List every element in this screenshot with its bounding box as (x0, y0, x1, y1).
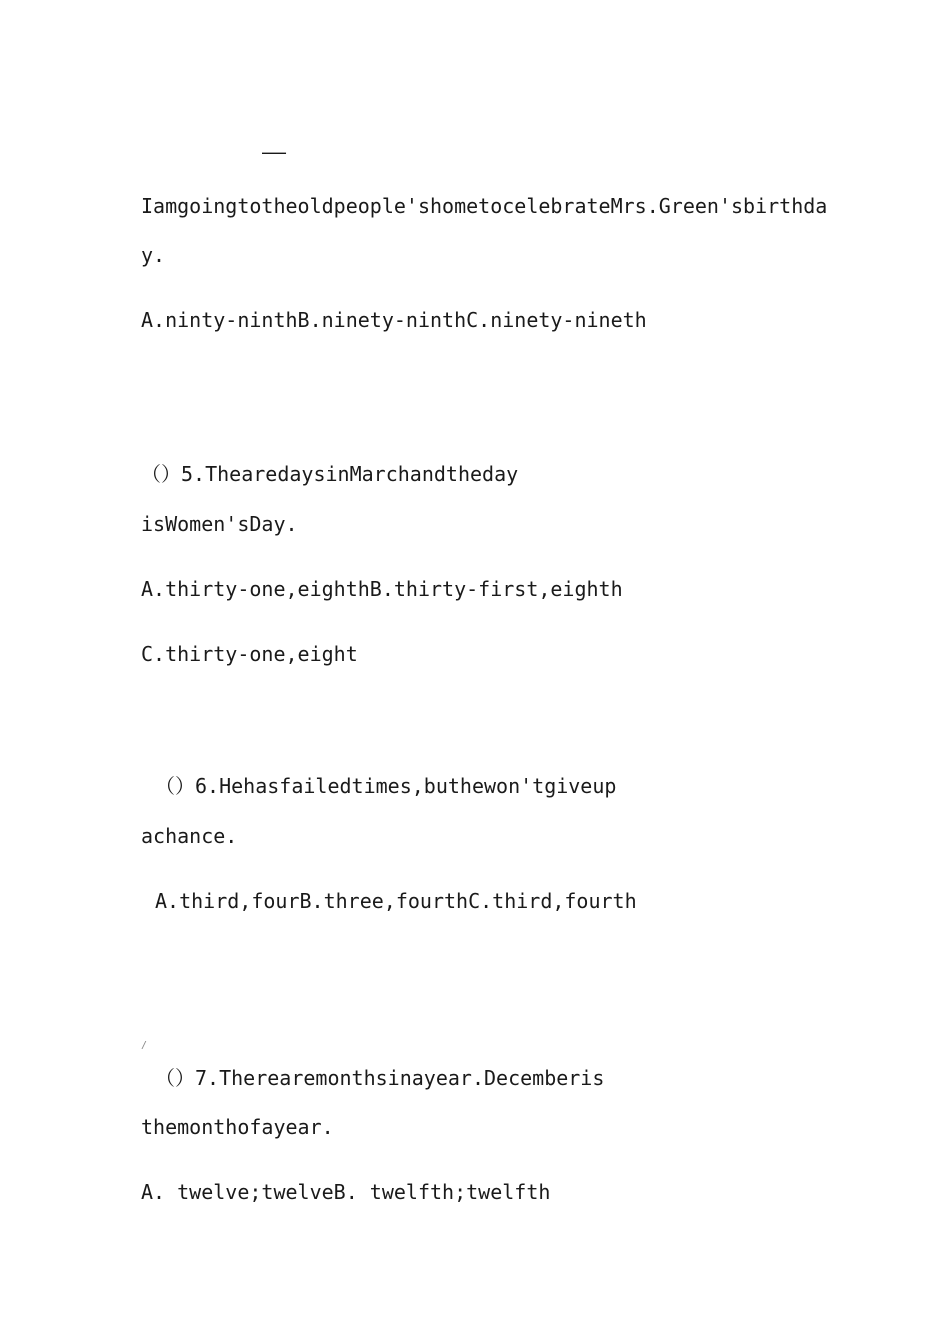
q6-stem-line-2: achance. (141, 824, 238, 848)
q4-text-line-1: Iamgoingtotheoldpeople'shometocelebrateMrs.Green'sbirthda (141, 194, 828, 218)
q4-text-line-2: y. (141, 243, 166, 267)
q7-options: A. twelve;twelveB. twelfth;twelfth (141, 1180, 551, 1204)
q4-options: A.ninty-ninthB.ninety-ninthC.ninety-nineth (141, 308, 647, 332)
q5-stem-line-2: isWomen'sDay. (141, 512, 298, 536)
q7-stem-line-2: themonthofayear. (141, 1115, 334, 1139)
q6-options: A.third,fourB.three,fourthC.third,fourth (155, 889, 637, 913)
q5-stem-line-1: （）5.ThearedaysinMarchandtheday (141, 462, 519, 486)
q6-stem-line-1: （）6.Hehasfailedtimes,buthewon'tgiveup (155, 774, 617, 798)
q5-options-line-2: C.thirty-one,eight (141, 642, 358, 666)
stray-mark: / (141, 1040, 148, 1051)
q7-stem-line-1: （）7.Therearemonthsinayear.Decemberis (155, 1066, 605, 1090)
answer-dash: —— (262, 140, 287, 164)
q5-options-line-1: A.thirty-one,eighthB.thirty-first,eighth (141, 577, 623, 601)
